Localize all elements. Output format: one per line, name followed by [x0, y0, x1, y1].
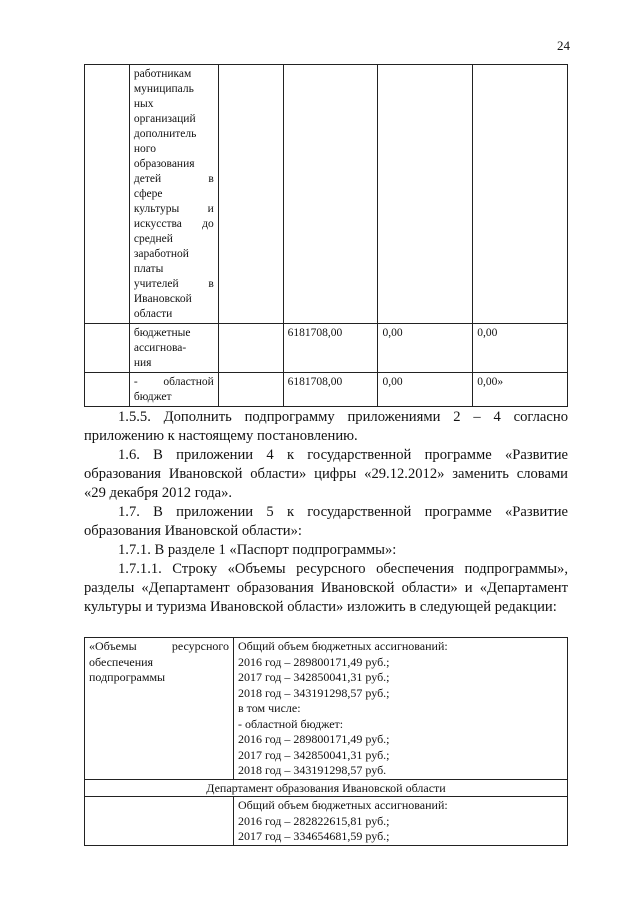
table-cell-empty	[85, 797, 234, 846]
table-row	[85, 373, 568, 407]
paragraph-1-7-1: 1.7.1. В разделе 1 «Паспорт подпрограммы»:	[118, 542, 397, 558]
table-cell-value	[473, 65, 568, 324]
table-cell-value	[283, 65, 378, 324]
resource-provision-table	[84, 637, 568, 846]
table-cell-value: 0,00»	[473, 373, 568, 407]
table-cell-empty	[85, 324, 130, 373]
table-row	[85, 779, 568, 797]
table-cell-description: - областной бюджет	[129, 373, 218, 407]
table-cell-empty	[218, 324, 283, 373]
table-cell-empty	[218, 373, 283, 407]
table-cell-label: «Объемы ресурсного обеспечения подпрограммы	[85, 638, 234, 780]
table-cell-empty	[85, 373, 130, 407]
table-cell-value: 6181708,00	[283, 324, 378, 373]
table-row	[85, 638, 568, 780]
paragraph-1-6: 1.6. В приложении 4 к государственной программе «Развитие образования Ивановской области» цифры «29.12.2012» заменить словами «29 декабря 2012 года».	[84, 447, 568, 501]
table-cell-empty	[85, 65, 130, 324]
document-body	[84, 408, 568, 617]
table-cell-description: работникам муниципаль ных организаций дополнитель ного образования детей в сфере культуры и искусства до средней заработной платы учителей в Ивановской области	[129, 65, 218, 324]
table-cell-description: бюджетные ассигнова- ния	[129, 324, 218, 373]
table-cell-value: 6181708,00	[283, 373, 378, 407]
table-cell-value: 0,00	[378, 373, 473, 407]
table-cell-empty	[218, 65, 283, 324]
paragraph-1-5-5: 1.5.5. Дополнить подпрограмму приложениями 2 – 4 согласно приложению к настоящему постановлению.	[84, 409, 568, 444]
paragraph-1-7-1-1: 1.7.1.1. Строку «Объемы ресурсного обеспечения подпрограммы», разделы «Департамент образования Ивановской области» и «Департамент культуры и туризма Ивановской области» изложить в следующей редакции:	[84, 561, 568, 615]
table-cell-value: 0,00	[473, 324, 568, 373]
page-number: 24	[557, 38, 570, 53]
table-cell-value: 0,00	[378, 324, 473, 373]
table-cell-amounts: Общий объем бюджетных ассигнований: 2016 год – 282822615,81 руб.; 2017 год – 334654681,59 руб.;	[234, 797, 568, 846]
paragraph-1-7: 1.7. В приложении 5 к государственной программе «Развитие образования Ивановской области»:	[84, 504, 568, 539]
table-row	[85, 65, 568, 324]
table-row	[85, 797, 568, 846]
table-row	[85, 324, 568, 373]
table-cell-value	[378, 65, 473, 324]
section-header: Департамент образования Ивановской области	[85, 779, 568, 797]
table-cell-amounts: Общий объем бюджетных ассигнований: 2016 год – 289800171,49 руб.; 2017 год – 342850041,31 руб.; 2018 год – 343191298,57 руб.; в том числе: - областной бюджет: 2016 год – 289800171,49 руб.; 2017 год – 342850041,31 руб.; 2018 год – 343191298,57 руб.	[234, 638, 568, 780]
funding-table-continued	[84, 64, 568, 407]
